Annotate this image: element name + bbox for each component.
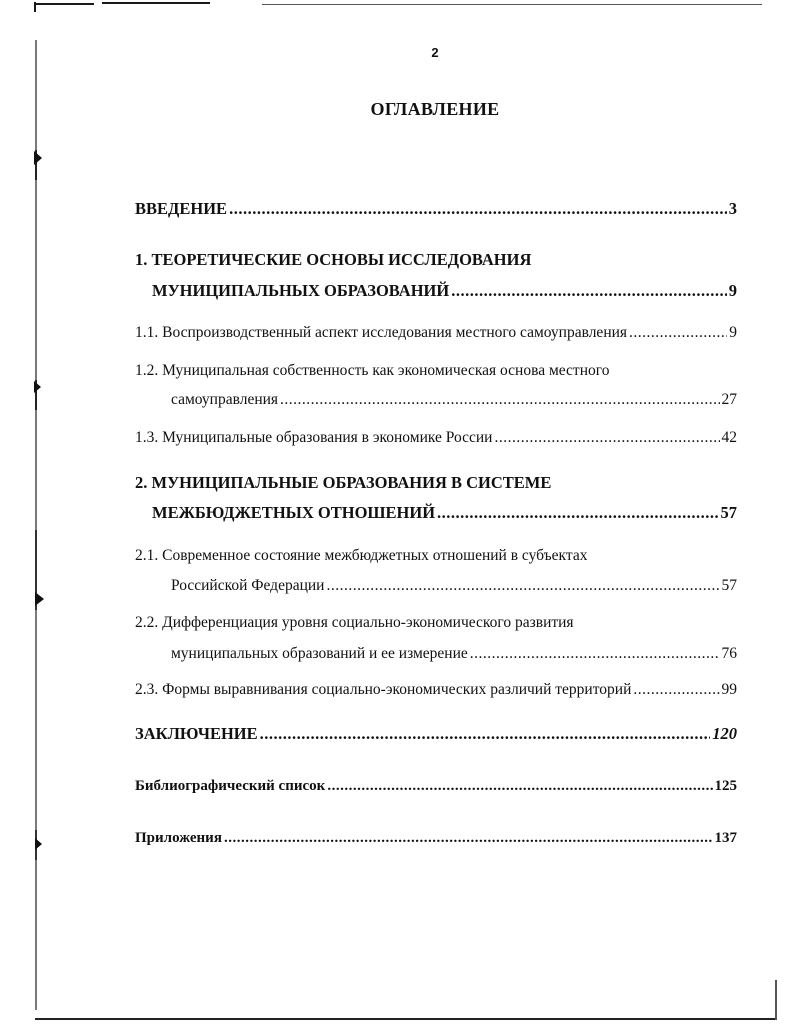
binding-hole-icon: [35, 592, 44, 606]
toc-section-2-2-title[interactable]: 2.2. Дифференциация уровня социально-экономического развития: [135, 614, 574, 631]
toc-page-number: 125: [714, 778, 737, 794]
toc-leader-dots: [229, 199, 727, 219]
toc-section-1-2-title[interactable]: 1.2. Муниципальная собственность как экономическая основа местного: [135, 362, 610, 379]
toc-entry-section-2-1[interactable]: [171, 577, 737, 595]
scan-margin-line: [35, 40, 37, 1010]
toc-page-number: 99: [721, 681, 737, 698]
toc-page-number: 76: [721, 645, 737, 662]
toc-page-number: 120: [712, 724, 737, 743]
page-number: 2: [431, 45, 439, 60]
toc-page-number: 9: [729, 324, 737, 341]
toc-entry-label: 1.3. Муниципальные образования в экономике России: [135, 429, 493, 446]
binding-hole-icon: [35, 838, 42, 850]
toc-chapter-2-title[interactable]: 2. МУНИЦИПАЛЬНЫЕ ОБРАЗОВАНИЯ В СИСТЕМЕ: [135, 473, 552, 492]
toc-entry-label: ЗАКЛЮЧЕНИЕ: [135, 724, 258, 743]
toc-chapter-1-title[interactable]: 1. ТЕОРЕТИЧЕСКИЕ ОСНОВЫ ИССЛЕДОВАНИЯ: [135, 250, 532, 269]
toc-entry-chapter-1[interactable]: [152, 281, 737, 301]
toc-entry-section-2-3[interactable]: [135, 681, 737, 699]
toc-entry-label: МЕЖБЮДЖЕТНЫХ ОТНОШЕНИЙ: [152, 503, 436, 522]
toc-leader-dots: [280, 391, 719, 409]
toc-entry-label: самоуправления: [171, 391, 279, 408]
toc-leader-dots: [260, 724, 711, 744]
toc-leader-dots: [451, 281, 727, 301]
toc-leader-dots: [327, 778, 712, 795]
toc-leader-dots: [470, 645, 720, 663]
toc-entry-conclusion[interactable]: [135, 724, 737, 744]
scan-edge-line: [102, 2, 210, 4]
scan-edge-line: [775, 980, 777, 1020]
toc-entry-bibliography[interactable]: [135, 778, 737, 795]
toc-leader-dots: [326, 577, 719, 595]
binding-hole-icon: [34, 151, 42, 165]
toc-entry-label: 1.1. Воспроизводственный аспект исследования местного самоуправления: [135, 324, 628, 341]
toc-page-number: 9: [728, 281, 737, 300]
binding-hole-icon: [34, 381, 41, 393]
toc-page-number: 57: [720, 503, 737, 522]
scan-edge-line: [262, 4, 762, 5]
toc-leader-dots: [437, 503, 718, 523]
toc-entry-section-1-1[interactable]: [135, 324, 737, 342]
toc-entry-label: Приложения: [135, 830, 222, 846]
toc-entry-section-2-2[interactable]: [171, 645, 737, 663]
toc-leader-dots: [629, 324, 727, 342]
toc-entry-section-1-2[interactable]: [171, 391, 737, 409]
toc-leader-dots: [633, 681, 719, 699]
toc-page-number: 42: [721, 429, 737, 446]
toc-entry-introduction[interactable]: [135, 199, 737, 219]
toc-page-number: 27: [721, 391, 737, 408]
toc-leader-dots: [494, 429, 719, 447]
scan-edge-line: [34, 3, 94, 5]
toc-page-number: 3: [728, 199, 737, 218]
toc-entry-chapter-2[interactable]: [152, 503, 737, 523]
page-title: ОГЛАВЛЕНИЕ: [370, 99, 500, 119]
toc-entry-label: МУНИЦИПАЛЬНЫХ ОБРАЗОВАНИЙ: [152, 281, 450, 300]
toc-entry-label: 2.3. Формы выравнивания социально-экономических различий территорий: [135, 681, 632, 698]
toc-entry-appendices[interactable]: [135, 830, 737, 847]
toc-page-number: 57: [721, 577, 737, 594]
toc-entry-label: ВВЕДЕНИЕ: [135, 199, 228, 218]
scan-edge-line: [34, 2, 36, 12]
scan-edge-line: [35, 1018, 775, 1020]
toc-entry-label: Библиографический список: [135, 778, 326, 794]
toc-entry-label: Российской Федерации: [171, 577, 325, 594]
toc-leader-dots: [224, 830, 713, 847]
toc-section-2-1-title[interactable]: 2.1. Современное состояние межбюджетных отношений в субъектах: [135, 547, 588, 564]
toc-page-number: 137: [714, 830, 737, 846]
toc-entry-section-1-3[interactable]: [135, 429, 737, 447]
toc-entry-label: муниципальных образований и ее измерение: [171, 645, 468, 662]
